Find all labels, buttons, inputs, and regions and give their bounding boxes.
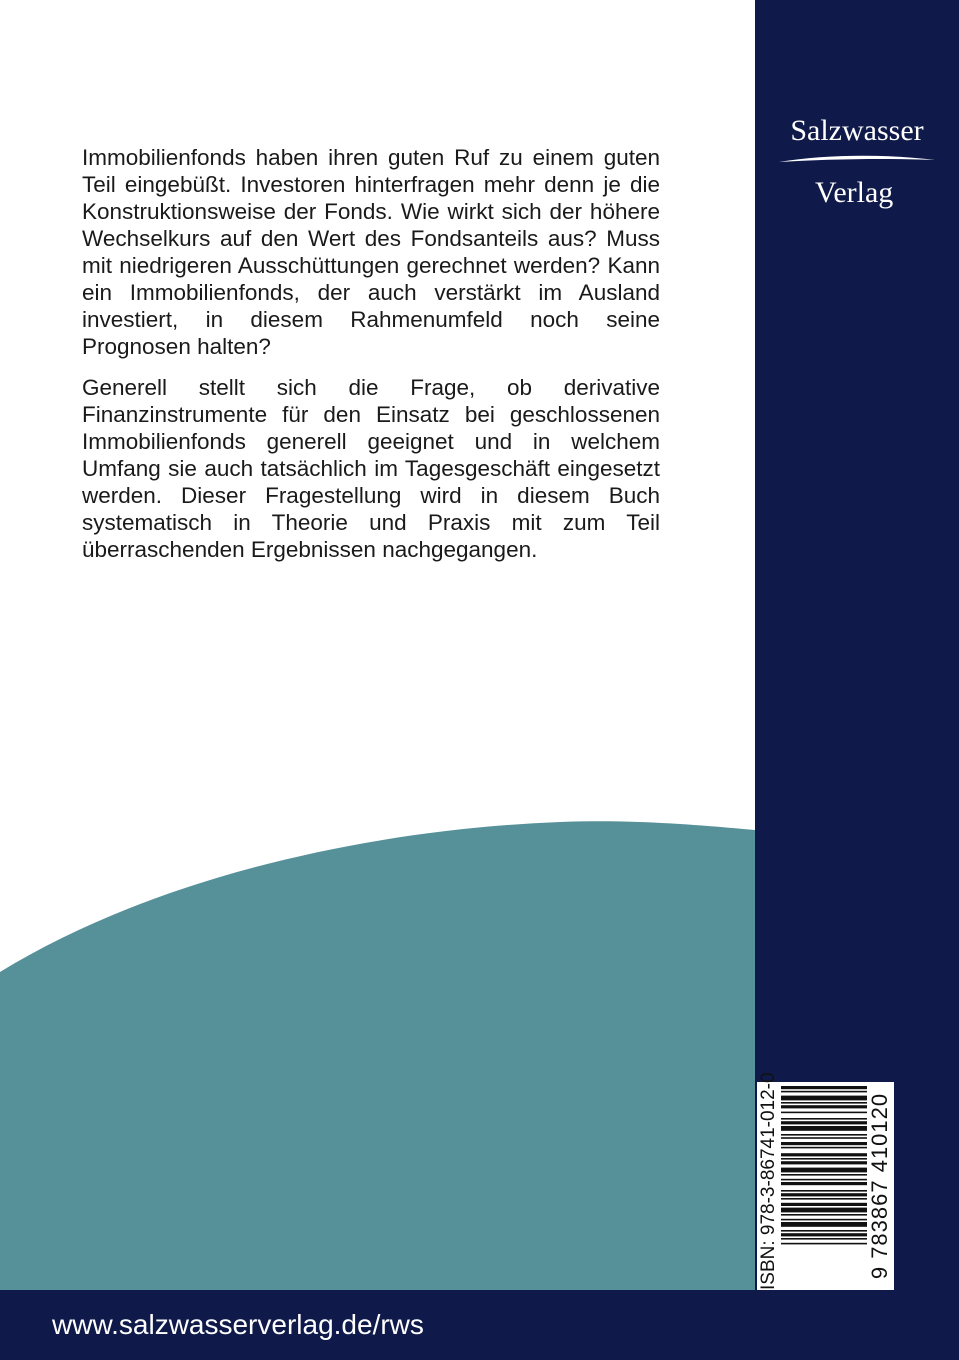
barcode-digits: 9 783867 410120 xyxy=(867,1092,892,1280)
publisher-logo-line2: Verlag xyxy=(815,176,894,209)
blurb-paragraph-1: Immobilienfonds haben ihren guten Ruf zu einem guten Teil eingebüßt. Investoren hinterfragen mehr denn je die Konstruktionsweise der Fonds. Wie wirkt sich der höhere Wechselkurs auf den Wert des Fondsanteils aus? Muss mit niedrigeren Ausschüttungen gerechnet werden? Kann ein Immobilienfonds, der auch verstärkt im Ausland investiert, in diesem Rahmenumfeld noch seine Prognosen halten? xyxy=(82,145,660,359)
blurb-paragraph-2: Generell stellt sich die Frage, ob derivative Finanzinstrumente für den Einsatz bei geschlossenen Immobilienfonds generell geeignet und in welchem Umfang sie auch tatsächlich im Tagesgeschäft eingesetzt werden. Dieser Fragestellung wird in diesem Buch systematisch in Theorie und Praxis mit zum Teil überraschenden Ergebnissen nachgegangen. xyxy=(82,375,660,562)
back-cover-blurb xyxy=(82,144,660,577)
isbn-label: ISBN: 978-3-86741-012-0 xyxy=(758,1072,779,1290)
footer-band xyxy=(0,1290,959,1360)
footer-url: www.salzwasserverlag.de/rws xyxy=(52,1309,424,1340)
isbn-barcode xyxy=(757,1072,894,1290)
publisher-logo-line1: Salzwasser xyxy=(790,114,924,147)
barcode-bars-icon xyxy=(781,1082,867,1290)
publisher-logo-swoosh-icon xyxy=(777,152,937,166)
